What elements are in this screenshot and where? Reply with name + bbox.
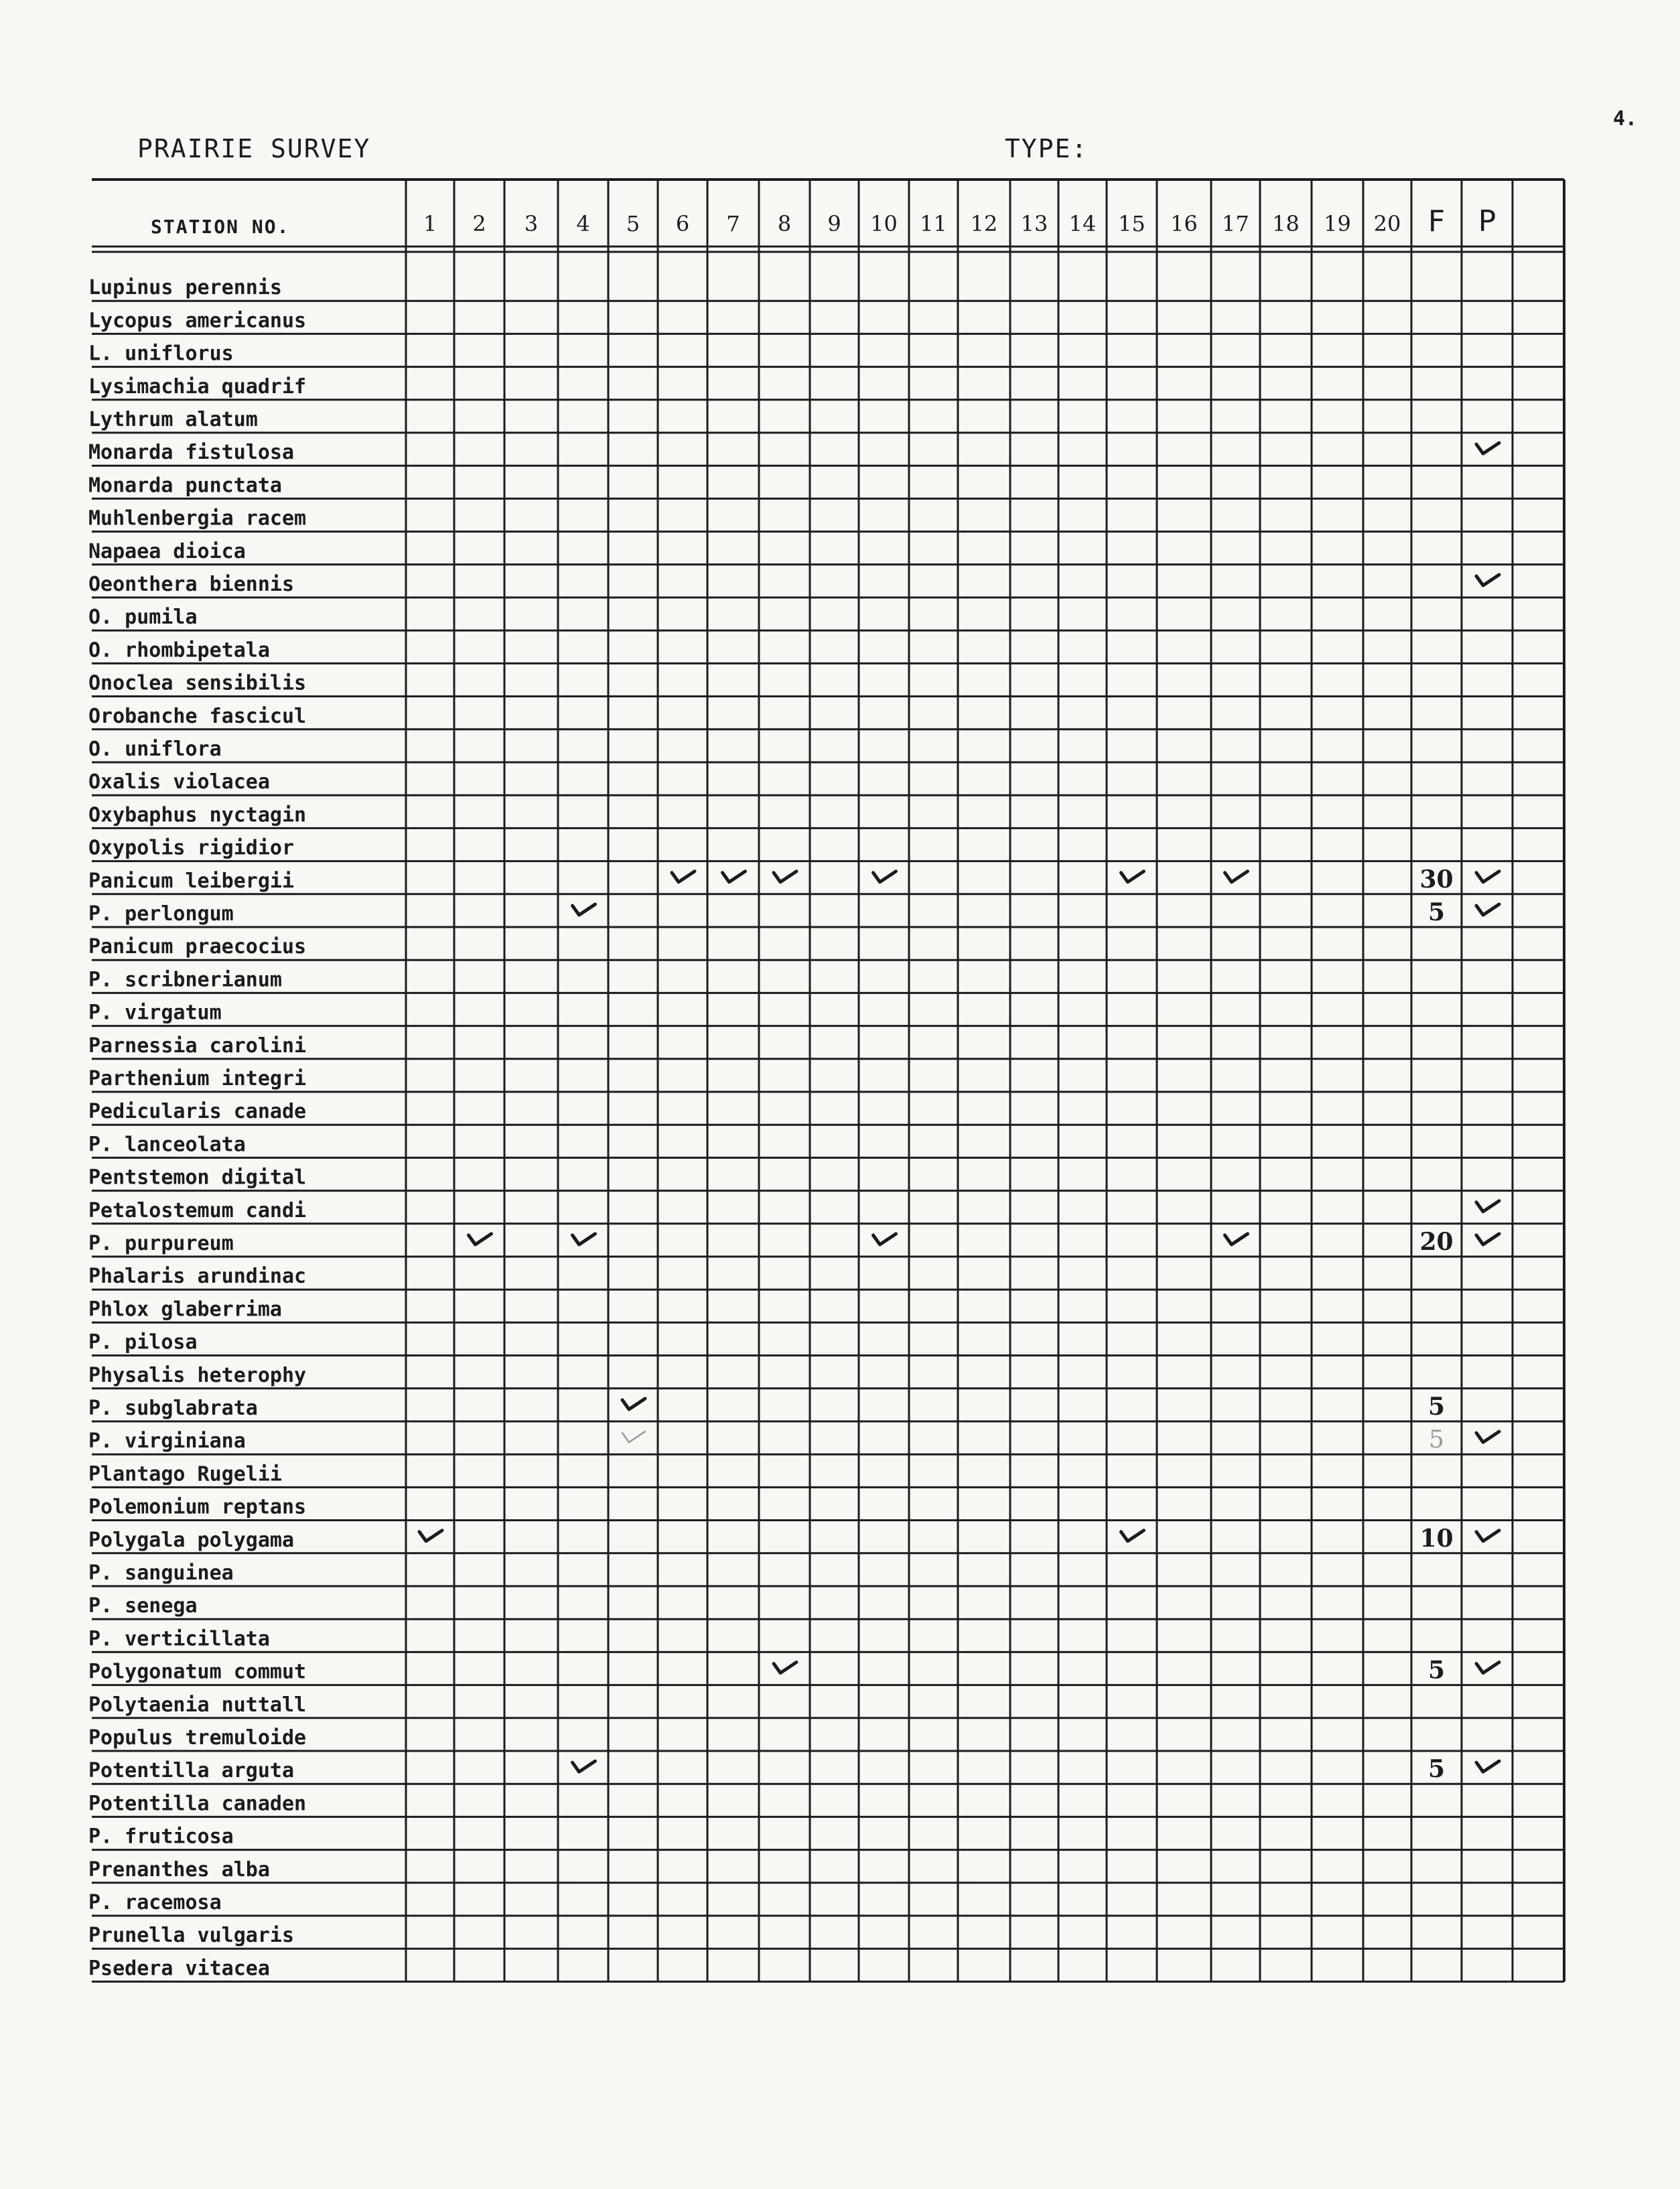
species-name: P. pilosa	[88, 1330, 198, 1354]
column-header-4: 4	[576, 211, 590, 236]
station-check-mark	[774, 1663, 796, 1673]
species-name: P. purpureum	[88, 1232, 234, 1255]
presence-check-mark	[1476, 871, 1499, 882]
station-check-mark	[622, 1399, 645, 1409]
frequency-value: 20	[1419, 1228, 1454, 1256]
column-header-11: 11	[920, 211, 947, 236]
species-name: Orobanche fascicul	[88, 704, 307, 728]
column-header-13: 13	[1020, 211, 1048, 236]
station-check-mark	[873, 871, 896, 882]
species-name: P. perlongum	[88, 902, 234, 926]
station-no-header: STATION NO.	[151, 216, 290, 238]
species-name: Pedicularis canade	[88, 1100, 307, 1124]
species-name: P. verticillata	[88, 1627, 270, 1651]
column-header-1: 1	[423, 211, 437, 236]
station-check-mark	[774, 871, 796, 882]
frequency-value: 30	[1419, 865, 1454, 894]
species-name: P. subglabrata	[88, 1397, 258, 1420]
station-check-mark	[1225, 1234, 1248, 1245]
page-number: 4.	[1613, 107, 1638, 131]
column-header-3: 3	[524, 211, 539, 236]
species-name: Lysimachia quadrif	[88, 374, 307, 399]
species-name: Populus tremuloide	[88, 1726, 307, 1750]
station-check-mark	[1225, 871, 1248, 882]
species-name: P. virginiana	[88, 1429, 246, 1454]
species-name: P. fruticosa	[88, 1825, 234, 1849]
station-check-mark	[419, 1531, 442, 1541]
species-name: P. senega	[88, 1594, 198, 1618]
station-check-mark	[1121, 1531, 1144, 1541]
presence-check-mark	[1476, 1234, 1499, 1245]
species-name: Onoclea sensibilis	[88, 671, 307, 695]
species-name: Polygonatum commut	[88, 1660, 307, 1684]
station-check-mark	[1121, 871, 1144, 882]
species-name: Petalostemum candi	[88, 1198, 307, 1222]
column-header-2: 2	[472, 211, 486, 236]
presence-check-mark	[1476, 1431, 1499, 1442]
column-header-18: 18	[1272, 211, 1300, 236]
column-header-p: P	[1478, 204, 1496, 238]
frequency-value: 5	[1427, 1755, 1446, 1784]
species-name: Panicum leibergii	[88, 869, 295, 893]
presence-check-mark	[1476, 1201, 1499, 1212]
species-name: Plantago Rugelii	[88, 1462, 282, 1486]
station-check-mark	[573, 1234, 596, 1245]
station-check-mark	[873, 1234, 896, 1245]
column-header-19: 19	[1324, 211, 1351, 236]
species-name: O. uniflora	[88, 737, 222, 761]
column-header-12: 12	[970, 211, 998, 236]
column-header-5: 5	[626, 211, 640, 236]
column-header-16: 16	[1170, 211, 1198, 236]
column-header-20: 20	[1373, 211, 1401, 236]
presence-check-mark	[1476, 443, 1499, 453]
species-name: Potentilla canaden	[88, 1792, 307, 1816]
species-name: Prunella vulgaris	[88, 1924, 295, 1948]
column-header-15: 15	[1118, 211, 1145, 236]
station-check-mark	[622, 1431, 645, 1442]
column-header-10: 10	[870, 211, 898, 236]
form-title: PRAIRIE SURVEY	[137, 134, 371, 163]
station-check-mark	[469, 1234, 492, 1245]
species-name: Lycopus americanus	[88, 309, 307, 333]
species-name: Parnessia carolini	[88, 1034, 307, 1058]
species-name: L. uniflorus	[88, 342, 234, 366]
species-name: P. sanguinea	[88, 1561, 234, 1585]
frequency-value: 5	[1427, 898, 1446, 926]
species-name: Lupinus perennis	[88, 276, 282, 300]
species-name: Muhlenbergia racem	[88, 506, 307, 531]
species-name: Prenanthes alba	[88, 1857, 270, 1882]
column-header-9: 9	[827, 211, 841, 236]
species-name: P. virgatum	[88, 1001, 222, 1025]
species-name: P. racemosa	[88, 1891, 222, 1914]
frequency-value: 5	[1427, 1393, 1446, 1421]
presence-check-mark	[1476, 1761, 1499, 1772]
column-header-17: 17	[1222, 211, 1249, 236]
presence-check-mark	[1476, 1531, 1499, 1541]
species-name: O. rhombipetala	[88, 638, 270, 662]
species-name: Monarda punctata	[88, 474, 282, 498]
station-check-mark	[573, 1761, 596, 1772]
station-check-mark	[672, 871, 695, 882]
station-check-mark	[573, 904, 596, 915]
species-name: Parthenium integri	[88, 1067, 307, 1090]
species-name: Phalaris arundinac	[88, 1265, 307, 1289]
species-name: Psedera vitacea	[88, 1957, 270, 1981]
species-name: Oxybaphus nyctagin	[88, 803, 307, 827]
presence-check-mark	[1476, 904, 1499, 915]
column-header-7: 7	[726, 211, 740, 236]
species-name: P. scribnerianum	[88, 968, 282, 992]
species-name: O. pumila	[88, 606, 198, 630]
species-name: Phlox glaberrima	[88, 1297, 282, 1322]
species-name: Monarda fistulosa	[88, 441, 295, 465]
species-name: Panicum praecocius	[88, 935, 307, 959]
type-label: TYPE:	[1005, 134, 1089, 163]
species-name: Lythrum alatum	[88, 408, 258, 431]
frequency-value: 5	[1429, 1426, 1444, 1454]
presence-check-mark	[1476, 1663, 1499, 1673]
column-header-14: 14	[1068, 211, 1097, 236]
species-name: Oeonthera biennis	[88, 573, 295, 596]
column-header-f: F	[1427, 204, 1446, 238]
species-name: Polygala polygama	[88, 1528, 295, 1552]
species-name: Potentilla arguta	[88, 1759, 295, 1783]
species-name: Oxalis violacea	[88, 770, 270, 794]
station-check-mark	[723, 871, 746, 882]
species-name: Oxypolis rigidior	[88, 836, 295, 860]
species-name: Polemonium reptans	[88, 1495, 307, 1519]
species-name: Pentstemon digital	[88, 1166, 307, 1190]
frequency-value: 5	[1427, 1656, 1446, 1685]
column-header-8: 8	[777, 211, 792, 236]
species-name: P. lanceolata	[88, 1133, 246, 1157]
species-name: Polytaenia nuttall	[88, 1693, 307, 1717]
species-name: Napaea dioica	[88, 539, 246, 563]
presence-check-mark	[1476, 575, 1499, 585]
frequency-value: 10	[1419, 1524, 1454, 1553]
species-name: Physalis heterophy	[88, 1363, 307, 1387]
column-header-6: 6	[675, 211, 690, 236]
